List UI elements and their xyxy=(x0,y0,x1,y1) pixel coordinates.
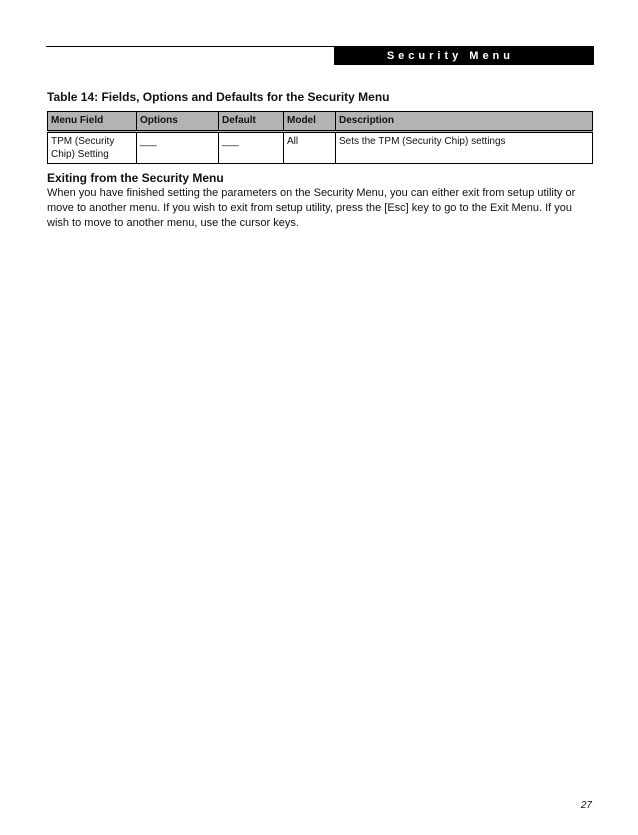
section-title: Security Menu xyxy=(386,49,514,62)
header-rule xyxy=(46,46,334,47)
column-header-default: Default xyxy=(219,112,284,132)
section-header-band xyxy=(334,46,594,65)
page-number: 27 xyxy=(580,800,592,811)
body-paragraph: When you have finished setting the parameters on the Security Menu, you can either exit from setup utility or move to another menu. If you wish to exit from setup utility, press the [Esc] key to go to the Exit Menu. If you wish to move to another menu, use the cursor keys. xyxy=(47,187,576,229)
column-header-options: Options xyxy=(137,112,219,132)
column-header-model: Model xyxy=(284,112,336,132)
cell-default: ___ xyxy=(219,132,284,164)
settings-table xyxy=(47,111,593,164)
column-header-menu-field: Menu Field xyxy=(48,112,137,132)
table-header-row xyxy=(48,112,593,132)
cell-options: ___ xyxy=(137,132,219,164)
cell-model: All xyxy=(284,132,336,164)
column-header-description: Description xyxy=(336,112,593,132)
table-caption: Table 14: Fields, Options and Defaults for the Security Menu xyxy=(47,90,390,104)
cell-description: Sets the TPM (Security Chip) settings xyxy=(336,132,593,164)
table-row xyxy=(48,132,593,164)
section-heading: Exiting from the Security Menu xyxy=(47,171,224,185)
cell-menu-field: TPM (Security Chip) Setting xyxy=(48,132,137,164)
